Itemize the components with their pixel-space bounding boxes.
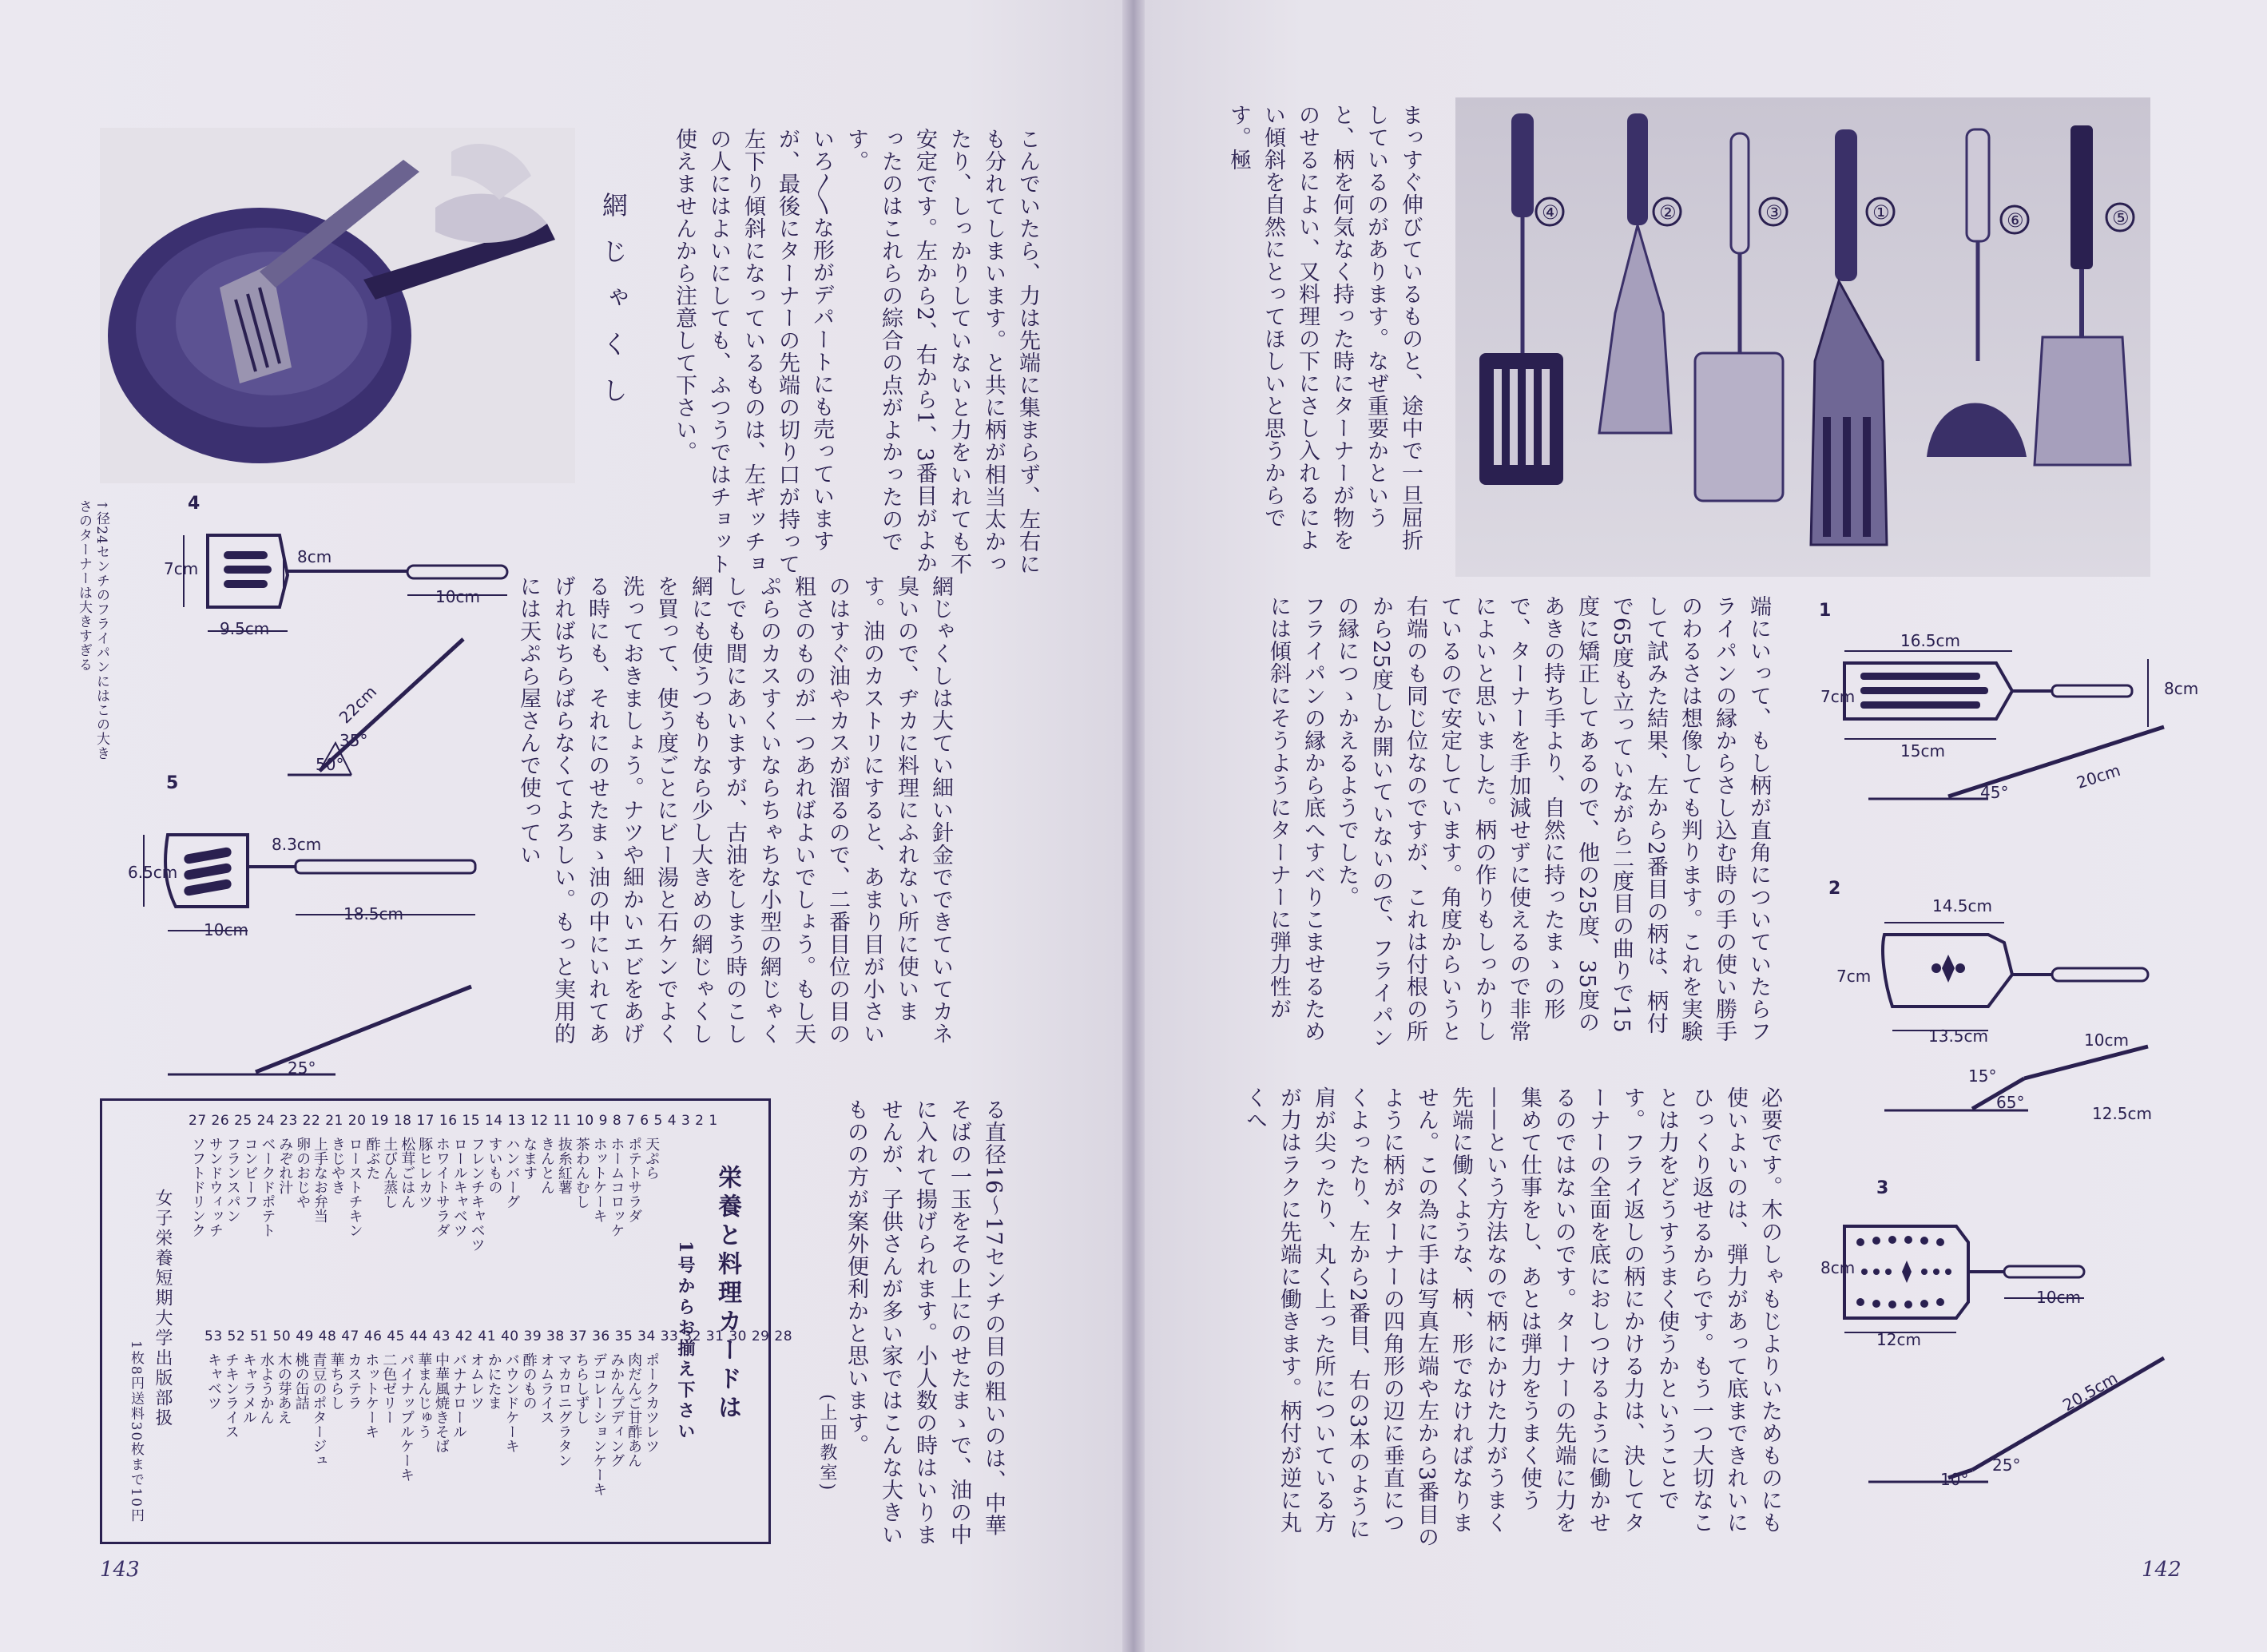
card-subtitle: 1号からお揃え下さい <box>675 1241 696 1444</box>
card-dish-item: 卵のおじや <box>294 1137 312 1209</box>
card-dish-item: パイナップルケーキ <box>398 1352 415 1482</box>
diagram-number: 4 <box>188 494 200 514</box>
card-dish-item: 肉だんご甘酢あん <box>625 1352 643 1467</box>
dim-label: 15° <box>1968 1066 1997 1086</box>
card-dish-item: 青豆のポタージュ <box>310 1352 328 1467</box>
dim-label: 6.5cm <box>128 863 178 882</box>
card-dish-item: 天ぷら <box>643 1137 661 1180</box>
body-text: 端にいって、もし柄が直角についていたらフライパンの縁からさし込む時の手の使い勝手のわるさは想像しても判ります。これを実験して試みた結果、左から2番目の柄は、柄付で65度も立っていながら二度目の曲りで15度に矯正してあるので、他の25度、35度のあきの持ち手より、自然に持ったまゝの形で、ターナーを手加減せずに使えるので非常によいと思いました。柄の作りもしっかりしているので安定しています。角度からいうと右端のも同じ位なのですが、これは付根の所から25度しか開いていないので、フライパンの縁につゝかえるようでした。 <box>1334 595 1771 1050</box>
diagram-number: 3 <box>1876 1178 1889 1198</box>
dim-label: 18.5cm <box>343 904 404 923</box>
dim-label: 20cm <box>2074 760 2123 793</box>
card-dish-item: ハンバーグ <box>503 1137 521 1209</box>
card-dish-item: 二色ゼリー <box>380 1352 398 1424</box>
card-dish-item: チキンライス <box>222 1352 240 1439</box>
dim-label: 25° <box>1992 1455 2021 1475</box>
dim-label: 65° <box>1996 1093 2025 1112</box>
frying-pan-photo <box>100 128 575 483</box>
nutrition-card-ad <box>100 1098 793 1544</box>
dim-label: 8.3cm <box>272 835 322 854</box>
card-dish-item: 松茸ごはん <box>399 1137 416 1209</box>
card-dish-item: みぞれ汁 <box>276 1137 294 1194</box>
turners-photo <box>1455 97 2150 577</box>
card-price: 1枚8円送料30枚まで10円 <box>128 1340 144 1523</box>
card-dish-item: 豚ヒレカツ <box>416 1137 434 1209</box>
card-dish-item: かにたま <box>485 1352 502 1410</box>
photo-caption: ↑径24センチのフライパンにはこの大きさのターナーは大きすぎる <box>76 499 109 760</box>
dim-label: 12cm <box>1876 1330 1921 1349</box>
photo-label: ③ <box>1765 201 1783 224</box>
dim-label: 8cm <box>2164 679 2199 698</box>
dim-label: 50° <box>316 755 344 774</box>
card-dish-item: ロールキャベツ <box>451 1137 468 1237</box>
card-publisher: 女子栄養短期大学出版部扱 <box>153 1189 173 1428</box>
book-gutter <box>1122 0 1145 1652</box>
card-dish-item: バウンドケーキ <box>502 1352 520 1453</box>
dim-label: 14.5cm <box>1932 896 1993 915</box>
card-dish-item: ポテトサラダ <box>625 1137 643 1223</box>
body-text: る直径16〜17センチの目の粗いのは、中華そばの一玉をその上にのせたまゝで、油の中に入れて揚げられます。小人数の時はいりませんが、子供さんが多い家ではこんな大きいものの方が案外便利かと思います。 <box>844 1098 1006 1546</box>
diagram-number: 1 <box>1819 601 1832 621</box>
body-text: まっすぐ伸びているものと、途中で一旦屈折しているのがあります。なぜ重要かというと、柄を何気なく持った時にターナーが物をのせるによい、又料理の下にさし入れるによい傾斜を自然にとってほしいと思うからです。極 <box>1226 104 1423 551</box>
dim-label: 8cm <box>297 547 332 566</box>
card-dish-item: 土びん蒸し <box>381 1137 399 1209</box>
card-dish-item: オムライス <box>538 1352 555 1424</box>
photo-label: ⑤ <box>2112 207 2130 229</box>
body-text: 必要です。木のしゃもじよりいためものにも使いよいのは、弾力があって底まできれいにひっくり返せるからです。もう一つ大切なことは力をどうすうまく使うかということです。フライ返しの柄にかける力は、決してターナーの全面を底におしつけるように働かせるのではないのです。ターナーの先端に力を集めて仕事をし、あとは弾力をうまく使う——という方法なので柄にかけた力がうまく先端に働くような、柄、形でなければなりません。この為に手は写真左端や左から3番目のように柄がターナーの四角形の辺に垂直につくよったり、左から2番目、右の3本のように肩が尖ったり、丸く上った所についている方が力はラクに先端に働きます。柄付が逆に丸くへ <box>1242 1086 1782 1549</box>
card-dish-item: なます <box>521 1137 538 1180</box>
card-dish-item: 木の芽あえ <box>275 1352 292 1424</box>
card-dish-item: ちらしずし <box>573 1352 590 1424</box>
dim-label: 10cm <box>435 587 480 606</box>
card-numbers-row2: 53 52 51 50 49 48 47 46 45 44 43 42 41 40 39 38 37 36 35 34 33 32 31 30 29 28 <box>204 1328 793 1344</box>
photo-label: ④ <box>1542 201 1559 224</box>
dim-label: 10cm <box>204 920 248 939</box>
dim-label: 25° <box>288 1058 316 1078</box>
card-dish-item: 中華風焼きそば <box>433 1352 450 1453</box>
card-dish-item: マカロニグラタン <box>555 1352 573 1467</box>
body-text: フライパンの縁から底へすべりこませるためには傾斜にそうようにターナーに弾力性が <box>1266 595 1325 1042</box>
dim-label: 13.5cm <box>1928 1027 1989 1046</box>
dim-label: 10° <box>1940 1470 1969 1489</box>
card-dish-item: キャラメル <box>240 1352 257 1424</box>
card-dish-item: オムレツ <box>467 1352 485 1410</box>
card-dish-item: 上手なお弁当 <box>311 1137 328 1223</box>
card-dish-item: ソフトドリンク <box>189 1137 206 1237</box>
card-dish-item: きじやき <box>328 1137 346 1194</box>
card-dish-item: バナナロール <box>450 1352 467 1439</box>
photo-label: ⑥ <box>2007 209 2024 232</box>
body-text: 網じゃくしは大てい細い針金でできていてカネ臭いので、ヂカに料理にふれない所に使います。油のカストリにすると、あまり目が小さいのはすぐ油やカスが溜るので、二番目位の目の粗さのものが一つあればよいでしょう。もし天ぷらのカスすくいならちゃちな小型の網じゃくしでも間にあいますが、古油をしまう時のこし網にも使うつもりなら少し大きめの網じゃくしを買って、使う度ごとにビー湯と石ケンでよく洗っておきましょう。ナツや細かいエビをあげる時にも、それにのせたまゝ油の中にいれてあげればちらばらなくてよろしい。もっと実用的には天ぷら屋さんで使ってい <box>516 575 953 1045</box>
card-dish-item: キャベツ <box>205 1352 222 1410</box>
card-dish-item: ローストチキン <box>346 1137 363 1237</box>
body-text: いろ〳〵な形がデパートにも売っていますが、最後にターナーの先端の切り口が持って左下り傾斜になっているものは、左ギッチョの人にはよいにしても、ふつうではチョット使えませんから注意して下さい。 <box>672 128 834 575</box>
card-dish-item: すいもの <box>486 1137 503 1194</box>
angle-diagram-1 <box>1868 723 2172 803</box>
card-dish-item: サンドウィッチ <box>206 1137 224 1237</box>
dim-label: 10cm <box>2036 1288 2081 1307</box>
turner-diagram-2 <box>1868 919 2204 1046</box>
card-dish-item: みかんプディング <box>608 1352 625 1467</box>
dim-label: 10cm <box>2084 1031 2129 1050</box>
card-dish-item: カステラ <box>345 1352 363 1410</box>
dim-label: 45° <box>1980 783 2009 802</box>
dim-label: 9.5cm <box>220 619 270 638</box>
dim-label: 35° <box>339 731 368 750</box>
card-numbers-row1: 27 26 25 24 23 22 21 20 19 18 17 16 15 14 13 12 11 10 9 8 7 6 5 4 3 2 1 <box>189 1113 718 1129</box>
card-dish-item: 酢ぶた <box>363 1137 381 1180</box>
card-dish-item: ポークカツレツ <box>643 1352 661 1453</box>
card-dishes-row2 <box>204 1352 660 1520</box>
card-dish-item: 酢のもの <box>520 1352 538 1410</box>
card-dish-item: ホットケーキ <box>363 1352 380 1439</box>
card-dish-item: きんとん <box>538 1137 556 1194</box>
card-dish-item: フランスパン <box>224 1137 241 1223</box>
card-dish-item: 抜糸紅薯 <box>555 1137 573 1194</box>
right-page <box>1134 0 2267 1652</box>
photo-label: ① <box>1872 201 1890 224</box>
card-dish-item: 華まんじゅう <box>415 1352 433 1439</box>
card-dishes-row1 <box>189 1137 660 1305</box>
card-dish-item: 水ようかん <box>257 1352 275 1424</box>
card-dish-item: コンビーフ <box>241 1137 259 1209</box>
dim-label: 12.5cm <box>2092 1104 2153 1123</box>
angle-diagram-b <box>168 983 471 1078</box>
card-dish-item: ベークドポテト <box>259 1137 276 1237</box>
dim-label: 7cm <box>1836 967 1872 986</box>
page-number: 142 <box>2142 1558 2182 1582</box>
dim-label: 7cm <box>1820 687 1856 706</box>
card-dish-item: 華ちらし <box>328 1352 345 1410</box>
dim-label: 8cm <box>1820 1258 1856 1277</box>
body-text: こんでいたら、力は先端に集まらず、左右にも分れてしまいます。と共に柄が相当太かったり、しっかりしていないと力をいれても不安定です。左から2、右から1、3番目がよかったのはこれらの綜合の点がよかったのです。 <box>844 128 1040 575</box>
dim-label: 7cm <box>164 559 199 578</box>
card-dish-item: ホームコロッケ <box>608 1137 625 1237</box>
card-dish-item: ホワイトサラダ <box>433 1137 451 1237</box>
card-dish-item: 茶わんむし <box>573 1137 590 1209</box>
card-dish-item: 桃の缶詰 <box>292 1352 310 1410</box>
page-number: 143 <box>100 1558 140 1582</box>
diagram-number: 5 <box>166 773 179 793</box>
turner-diagram-3 <box>1820 1214 2140 1334</box>
card-dish-item: デコレーションケーキ <box>590 1352 608 1496</box>
card-title: 栄養と料理カードは <box>713 1165 741 1424</box>
dim-label: 15cm <box>1900 741 1945 760</box>
dim-label: 20.5cm <box>2059 1368 2121 1416</box>
credit: (上田教室) <box>817 1394 837 1493</box>
card-dish-item: ホットケーキ <box>590 1137 608 1223</box>
dim-label: 16.5cm <box>1900 631 1961 650</box>
card-dish-item: フレンチキャベツ <box>468 1137 486 1252</box>
diagram-number: 2 <box>1828 879 1841 899</box>
dim-label: 22cm <box>335 681 381 728</box>
photo-label: ② <box>1659 201 1677 224</box>
section-heading: 網じゃくし <box>598 192 629 423</box>
